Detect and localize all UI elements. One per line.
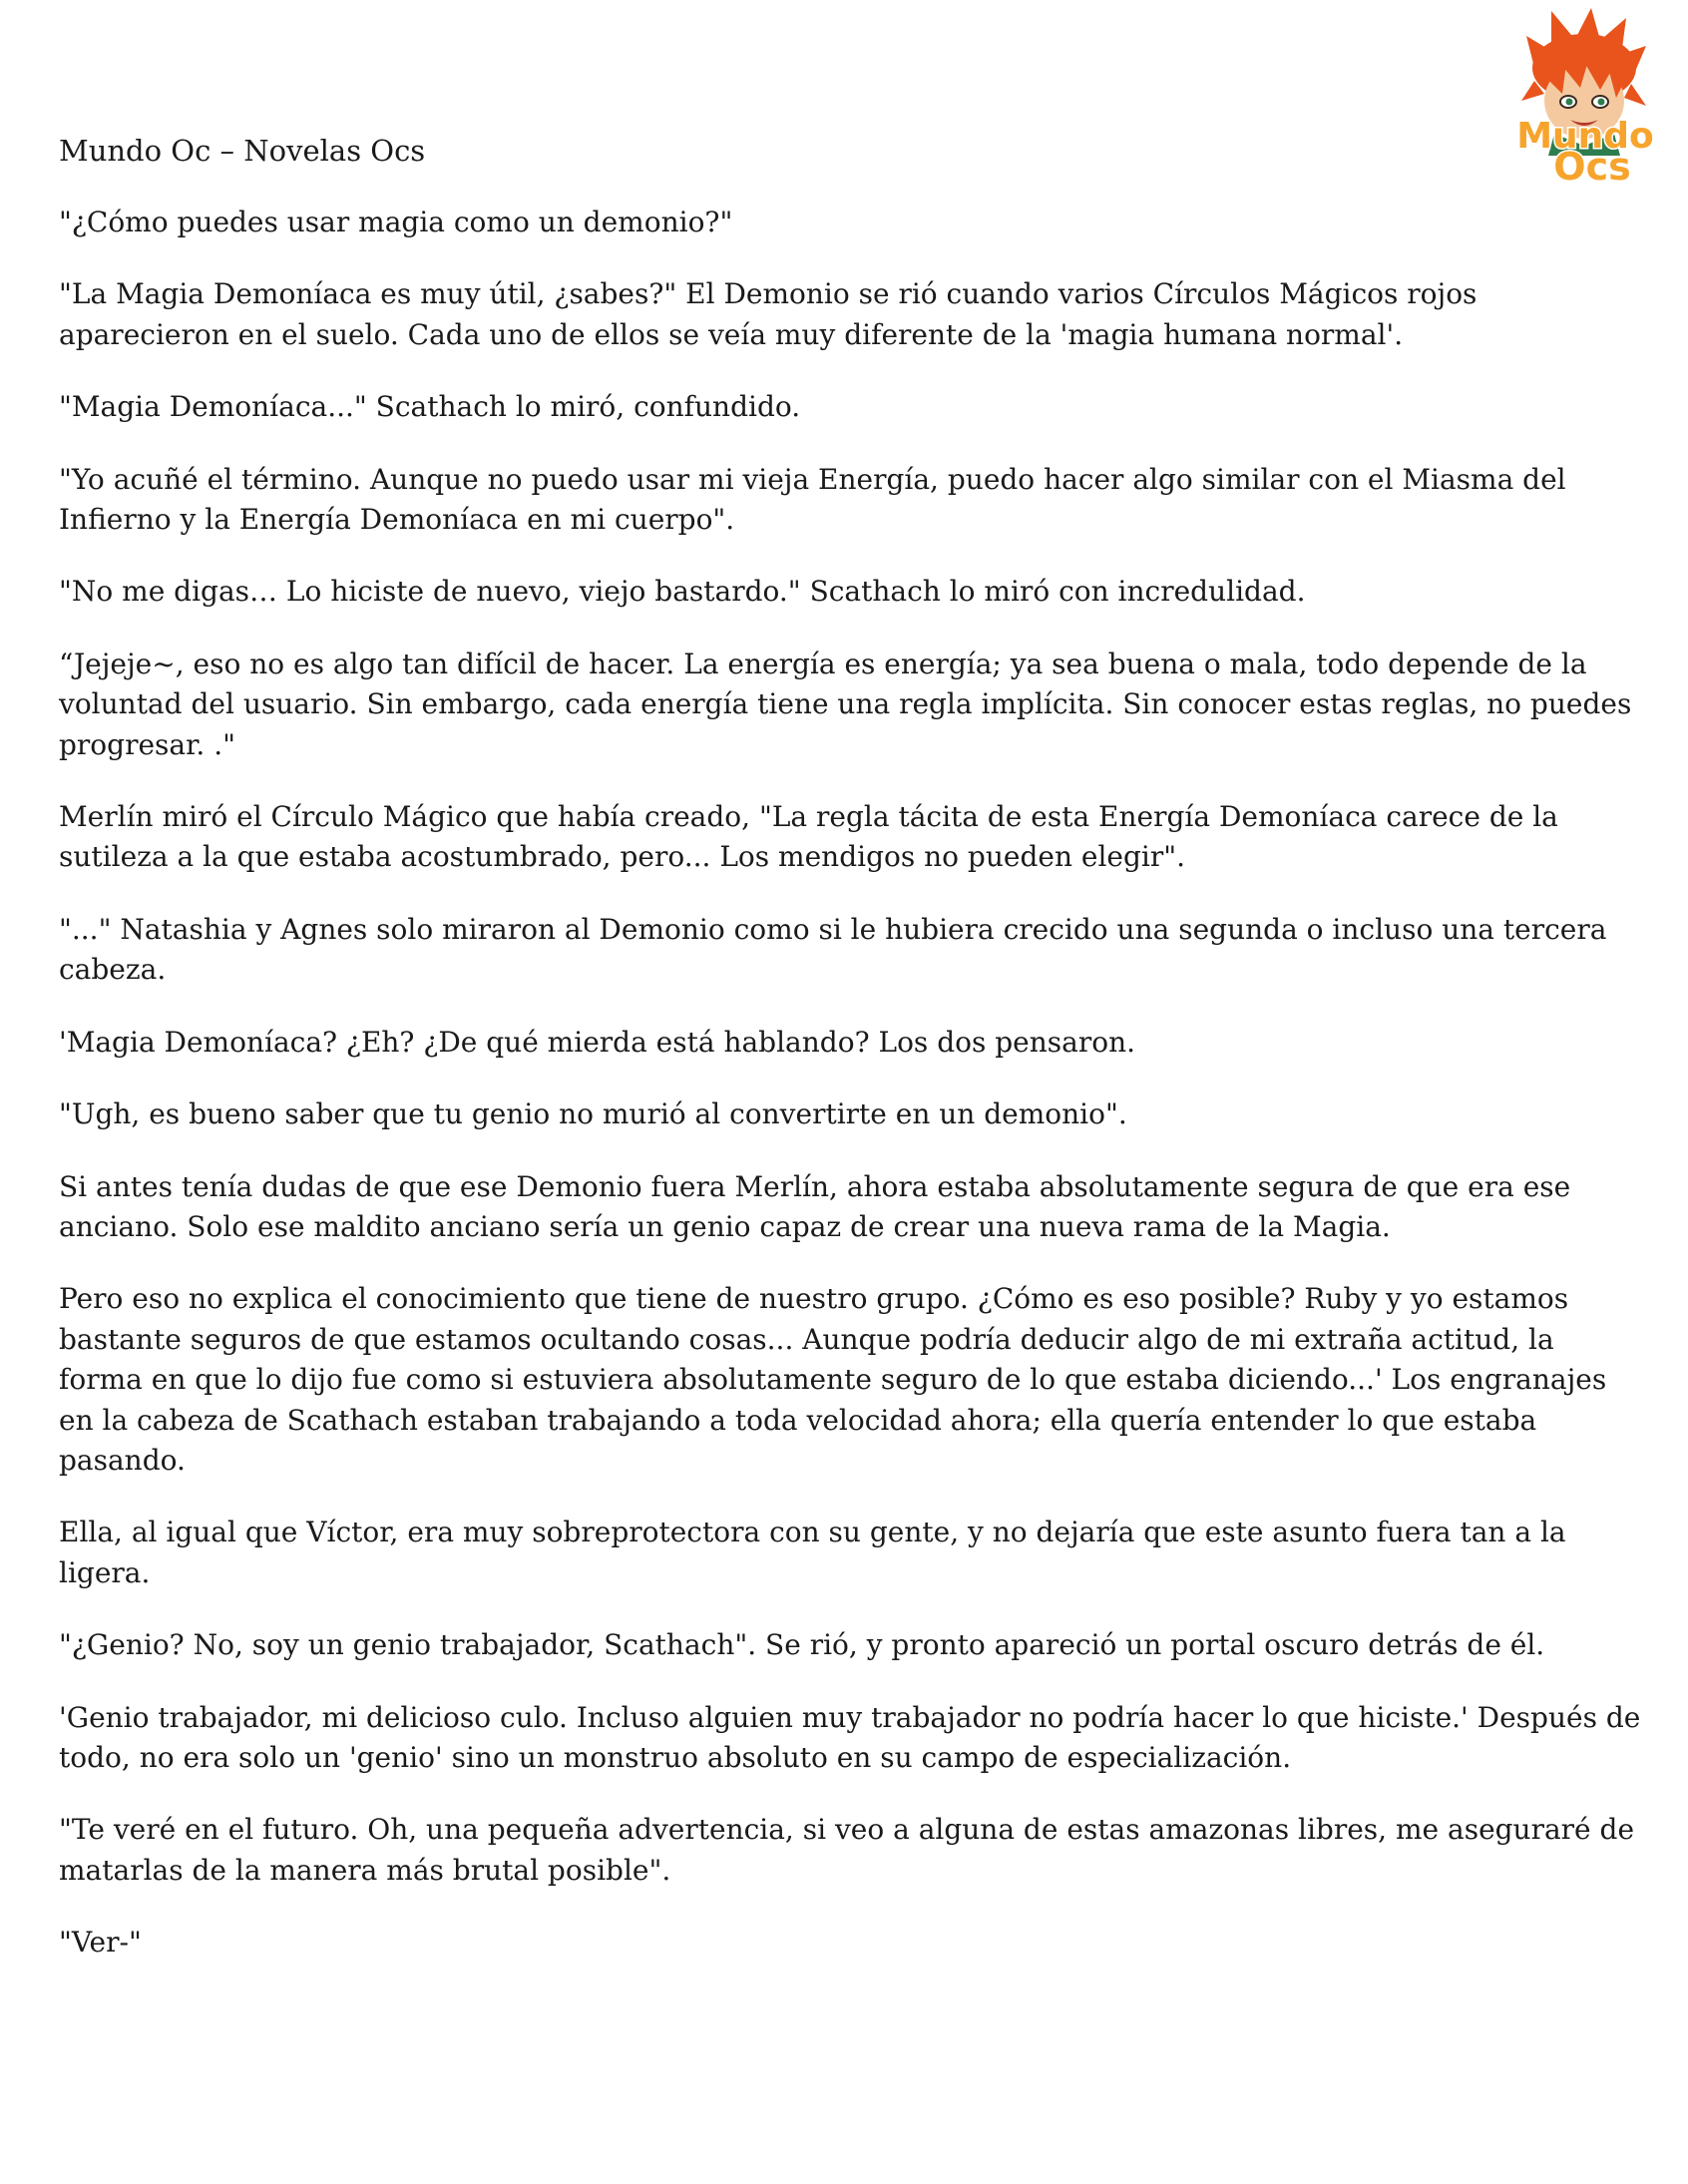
paragraph: "Magia Demoníaca..." Scathach lo miró, confundido. bbox=[59, 390, 801, 424]
paragraph: Merlín miró el Círculo Mágico que había creado, "La regla tácita de esta Energía Demoníaca carece de la sutileza a la que estaba acostumbrado, pero... Los mendigos no pueden elegir". bbox=[59, 800, 1558, 874]
story-body bbox=[59, 203, 1645, 1995]
paragraph: "Ver-" bbox=[59, 1926, 142, 1960]
paragraph: "Te veré en el futuro. Oh, una pequeña advertencia, si veo a alguna de estas amazonas libres, me aseguraré de matarlas de la manera más brutal posible". bbox=[59, 1813, 1635, 1887]
paragraph: 'Magia Demoníaca? ¿Eh? ¿De qué mierda está hablando? Los dos pensaron. bbox=[59, 1025, 1136, 1059]
mundo-ocs-logo bbox=[1496, 6, 1674, 186]
paragraph: 'Genio trabajador, mi delicioso culo. Incluso alguien muy trabajador no podría hacer lo que hiciste.' Después de todo, no era solo un 'genio' sino un monstruo absoluto en su campo de especialización. bbox=[59, 1700, 1641, 1774]
paragraph: Pero eso no explica el conocimiento que tiene de nuestro grupo. ¿Cómo es eso posible? Ruby y yo estamos bastante seguros de que estamos ocultando cosas... Aunque podría deducir algo de mi extraña actitud, la forma en que lo dijo fue como si estuviera absolutamente seguro de lo que estaba diciendo...' Los engranajes en la cabeza de Scathach estaban trabajando a toda velocidad ahora; ella quería entender lo que estaba pasando. bbox=[59, 1282, 1607, 1477]
logo-text-ocs: Ocs bbox=[1553, 145, 1631, 186]
paragraph: Si antes tenía dudas de que ese Demonio fuera Merlín, ahora estaba absolutamente segura de que era ese anciano. Solo ese maldito anciano sería un genio capaz de crear una nueva rama de la Magia. bbox=[59, 1169, 1571, 1243]
paragraph: "¿Cómo puedes usar magia como un demonio?" bbox=[59, 206, 733, 238]
paragraph: Ella, al igual que Víctor, era muy sobreprotectora con su gente, y no dejaría que este asunto fuera tan a la ligera. bbox=[59, 1516, 1566, 1589]
page-header: Mundo Oc – Novelas Ocs bbox=[59, 134, 426, 168]
paragraph: "..." Natashia y Agnes solo miraron al Demonio como si le hubiera crecido una segunda o incluso una tercera cabeza. bbox=[59, 912, 1607, 987]
paragraph: "Ugh, es bueno saber que tu genio no murió al convertirte en un demonio". bbox=[59, 1097, 1127, 1131]
paragraph: "Yo acuñé el término. Aunque no puedo usar mi vieja Energía, puedo hacer algo similar con el Miasma del Infierno y la Energía Demoníaca en mi cuerpo". bbox=[59, 462, 1566, 537]
paragraph: “Jejeje~, eso no es algo tan difícil de hacer. La energía es energía; ya sea buena o mala, todo depende de la voluntad del usuario. Sin embargo, cada energía tiene una regla implícita. Sin conocer estas reglas, no puedes progresar. ." bbox=[59, 647, 1632, 761]
logo-text-mundo: Mundo bbox=[1516, 116, 1654, 157]
paragraph: "La Magia Demoníaca es muy útil, ¿sabes?" El Demonio se rió cuando varios Círculos Mágicos rojos aparecieron en el suelo. Cada uno de ellos se veía muy diferente de la 'magia humana normal'. bbox=[59, 277, 1477, 351]
paragraph: "No me digas… Lo hiciste de nuevo, viejo bastardo." Scathach lo miró con incredulidad. bbox=[59, 575, 1306, 609]
paragraph: "¿Genio? No, soy un genio trabajador, Scathach". Se rió, y pronto apareció un portal oscuro detrás de él. bbox=[59, 1628, 1545, 1662]
